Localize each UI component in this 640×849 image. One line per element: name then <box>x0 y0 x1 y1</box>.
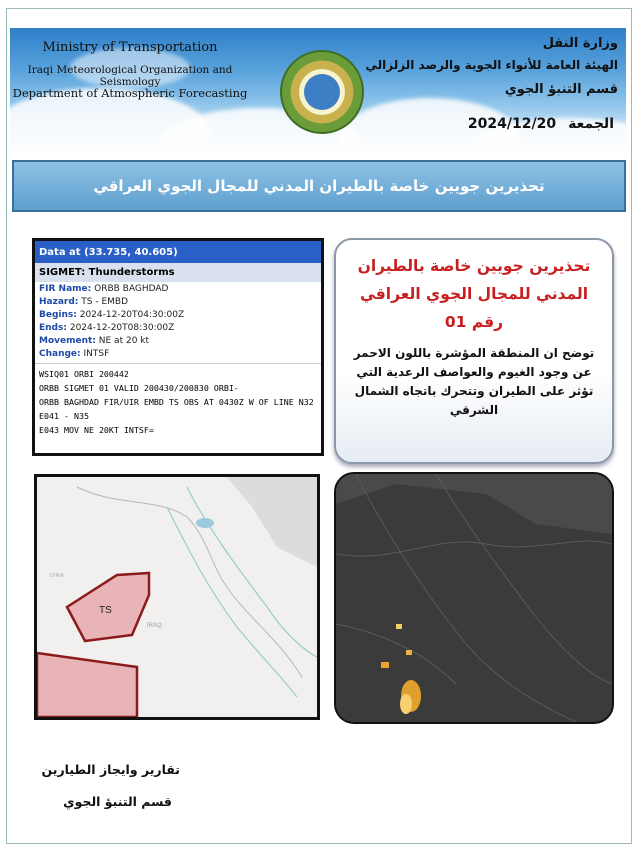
sigmet-raw-line: E043 MOV NE 20KT INTSF= <box>39 425 154 435</box>
callout-title-line3: رقم 01 <box>444 313 504 331</box>
footer-pilot-reports: تقارير وايجاز الطيارين <box>41 762 180 777</box>
callout-body: توضح ان المنطقة المؤشرة باللون الاحمر عن وجود الغيوم والعواصف الرعدية التي تؤثر على الطيران وتتحرك باتجاه الشمال الشرقي <box>353 346 595 417</box>
sigmet-field-label: Begins: <box>39 309 77 320</box>
date-value: 2024/12/20 <box>467 116 557 132</box>
sigmet-field-value: 2024-12-20T08:30:00Z <box>69 322 175 333</box>
sigmet-raw-line: ORBB SIGMET 01 VALID 200430/200830 ORBI- <box>39 383 239 393</box>
day-name: الجمعة <box>568 116 614 132</box>
radar-svg <box>336 474 612 722</box>
issue-date <box>468 116 614 132</box>
sigmet-field-label: Ends: <box>39 322 67 333</box>
sigmet-field-row <box>35 321 321 334</box>
sigmet-raw-line: ORBB BAGHDAD FIR/UIR EMBD TS OBS AT 0430Z W OF LINE N32 <box>39 397 314 407</box>
storm-cluster-core <box>400 694 412 714</box>
satellite-lightning-map <box>334 472 614 724</box>
department-ar: قسم التنبؤ الجوي <box>504 82 618 97</box>
iraq-label: IRAQ <box>147 623 162 629</box>
sigmet-map-svg <box>37 477 317 717</box>
sigmet-field-value: TS - EMBD <box>81 296 129 307</box>
sigmet-panel <box>32 238 324 456</box>
organization-ar: الهيئة العامة للأنواء الجوية والرصد الزلزالي <box>365 58 618 72</box>
sigmet-title: SIGMET: Thunderstorms <box>35 263 321 282</box>
sigmet-field-label: Change: <box>39 348 81 359</box>
sigmet-field-row <box>35 282 321 295</box>
footer-department: قسم التنبؤ الجوي <box>63 794 172 809</box>
sigmet-raw-line: WSIQ01 ORBI 200442 <box>39 369 129 379</box>
warning-callout <box>334 238 614 464</box>
ts-label: TS <box>99 605 112 616</box>
page-title-banner: تحذيرين جويين خاصة بالطيران المدني للمجال الجوي العراقي <box>12 160 626 212</box>
ministry-en: Ministry of Transportation <box>42 40 218 55</box>
sigmet-raw-line: E041 - N35 <box>39 411 89 421</box>
sigmet-field-label: FIR Name: <box>39 283 92 294</box>
sigmet-field-row <box>35 308 321 321</box>
sigmet-field-value: INTSF <box>83 348 110 359</box>
sigmet-field-row <box>35 295 321 308</box>
callout-title-line2: المدني للمجال الجوي العراقي <box>359 285 589 303</box>
sigmet-field-row <box>35 347 321 360</box>
lightning-mark <box>381 662 389 668</box>
organization-logo <box>280 50 364 134</box>
sigmet-field-row <box>35 334 321 347</box>
sigmet-field-label: Hazard: <box>39 296 79 307</box>
lightning-mark <box>396 624 402 629</box>
callout-title-line1: تحذيرين جويين خاصة بالطيران <box>357 257 591 275</box>
department-en: Department of Atmospheric Forecasting <box>12 86 248 100</box>
sigmet-map <box>34 474 320 720</box>
header-band <box>10 28 626 152</box>
sigmet-header: Data at (33.735, 40.605) <box>35 241 321 263</box>
sigmet-field-value: 2024-12-20T04:30:00Z <box>79 309 185 320</box>
organization-en: Iraqi Meteorological Organization and Seismology <box>27 64 233 88</box>
lightning-mark <box>406 650 412 655</box>
sigmet-raw-text <box>35 363 321 437</box>
syria-label: SYRIA <box>49 573 65 579</box>
sigmet-field-label: Movement: <box>39 335 96 346</box>
sigmet-field-value: ORBB BAGHDAD <box>94 283 169 294</box>
ministry-ar: وزارة النقل <box>542 36 618 51</box>
sigmet-field-value: NE at 20 kt <box>98 335 150 346</box>
